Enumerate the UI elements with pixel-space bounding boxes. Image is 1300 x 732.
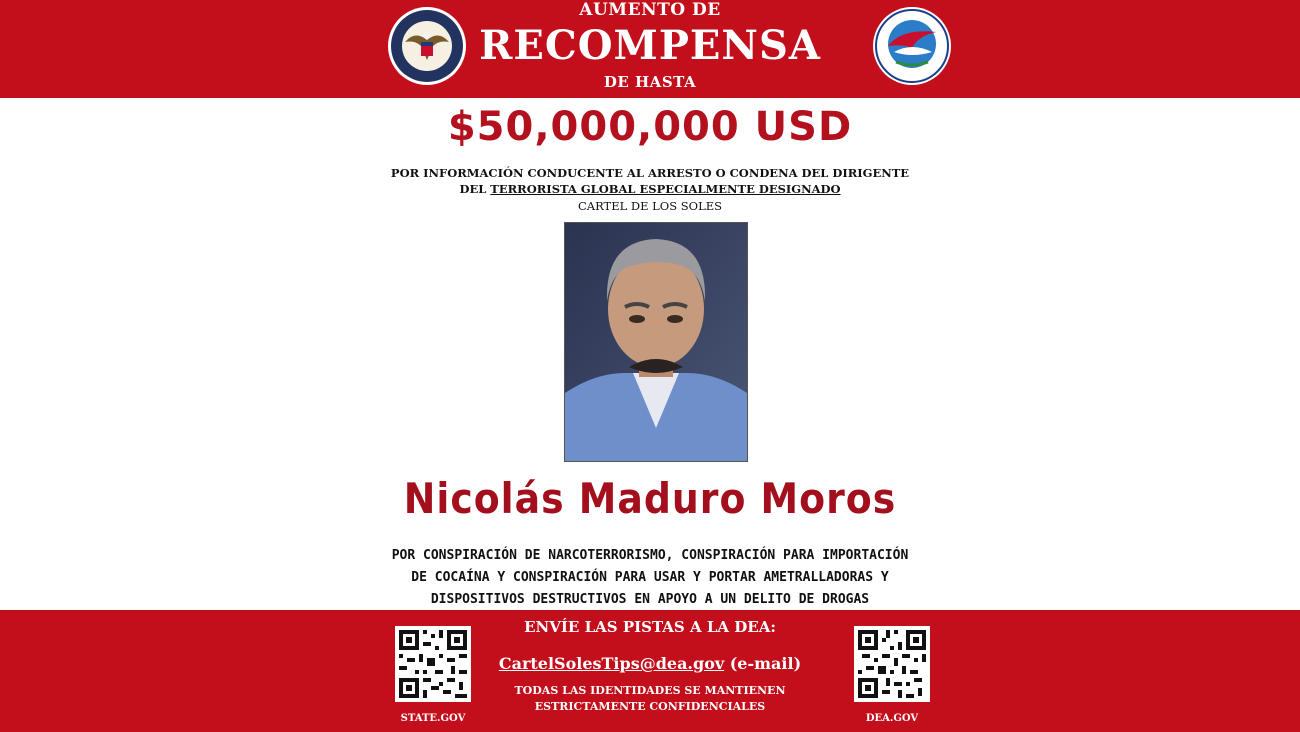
info-line-1: POR INFORMACIÓN CONDUCENTE AL ARRESTO O CONDENA DEL DIRIGENTE bbox=[390, 166, 910, 180]
subject-photo bbox=[564, 222, 748, 462]
charges-line-2: DE COCAÍNA Y CONSPIRACIÓN PARA USAR Y PORTAR AMETRALLADORAS Y bbox=[411, 570, 889, 585]
send-tips-label: ENVÍE LAS PISTAS A LA DEA: bbox=[524, 618, 776, 636]
email-suffix: (e-mail) bbox=[724, 654, 802, 673]
subject-name: Nicolás Maduro Moros bbox=[403, 474, 897, 523]
info-line-2 bbox=[0, 182, 1300, 196]
info-line-2-prefix: DEL bbox=[459, 182, 491, 196]
charges-line-1: POR CONSPIRACIÓN DE NARCOTERRORISMO, CONSPIRACIÓN PARA IMPORTACIÓN bbox=[391, 548, 909, 563]
info-line-2-underlined: TERRORISTA GLOBAL ESPECIALMENTE DESIGNADO bbox=[490, 182, 841, 196]
charges-line-3: DISPOSITIVOS DESTRUCTIVOS EN APOYO A UN DELITO DE DROGAS bbox=[430, 592, 870, 607]
header-line-1: AUMENTO DE bbox=[579, 0, 721, 20]
confidential-line-1: TODAS LAS IDENTIDADES SE MANTIENEN bbox=[514, 684, 786, 697]
header-line-3: DE HASTA bbox=[603, 73, 697, 91]
email-line bbox=[0, 654, 1300, 673]
header-title: RECOMPENSA bbox=[479, 22, 821, 69]
confidential-line-2: ESTRICTAMENTE CONFIDENCIALES bbox=[534, 700, 766, 713]
email-link[interactable]: CartelSolesTips@dea.gov bbox=[498, 654, 725, 673]
qr-left-label: STATE.GOV bbox=[400, 713, 466, 724]
qr-right-label: DEA.GOV bbox=[865, 713, 919, 724]
info-line-3: CARTEL DE LOS SOLES bbox=[577, 199, 722, 213]
reward-amount: $50,000,000 USD bbox=[447, 104, 853, 150]
